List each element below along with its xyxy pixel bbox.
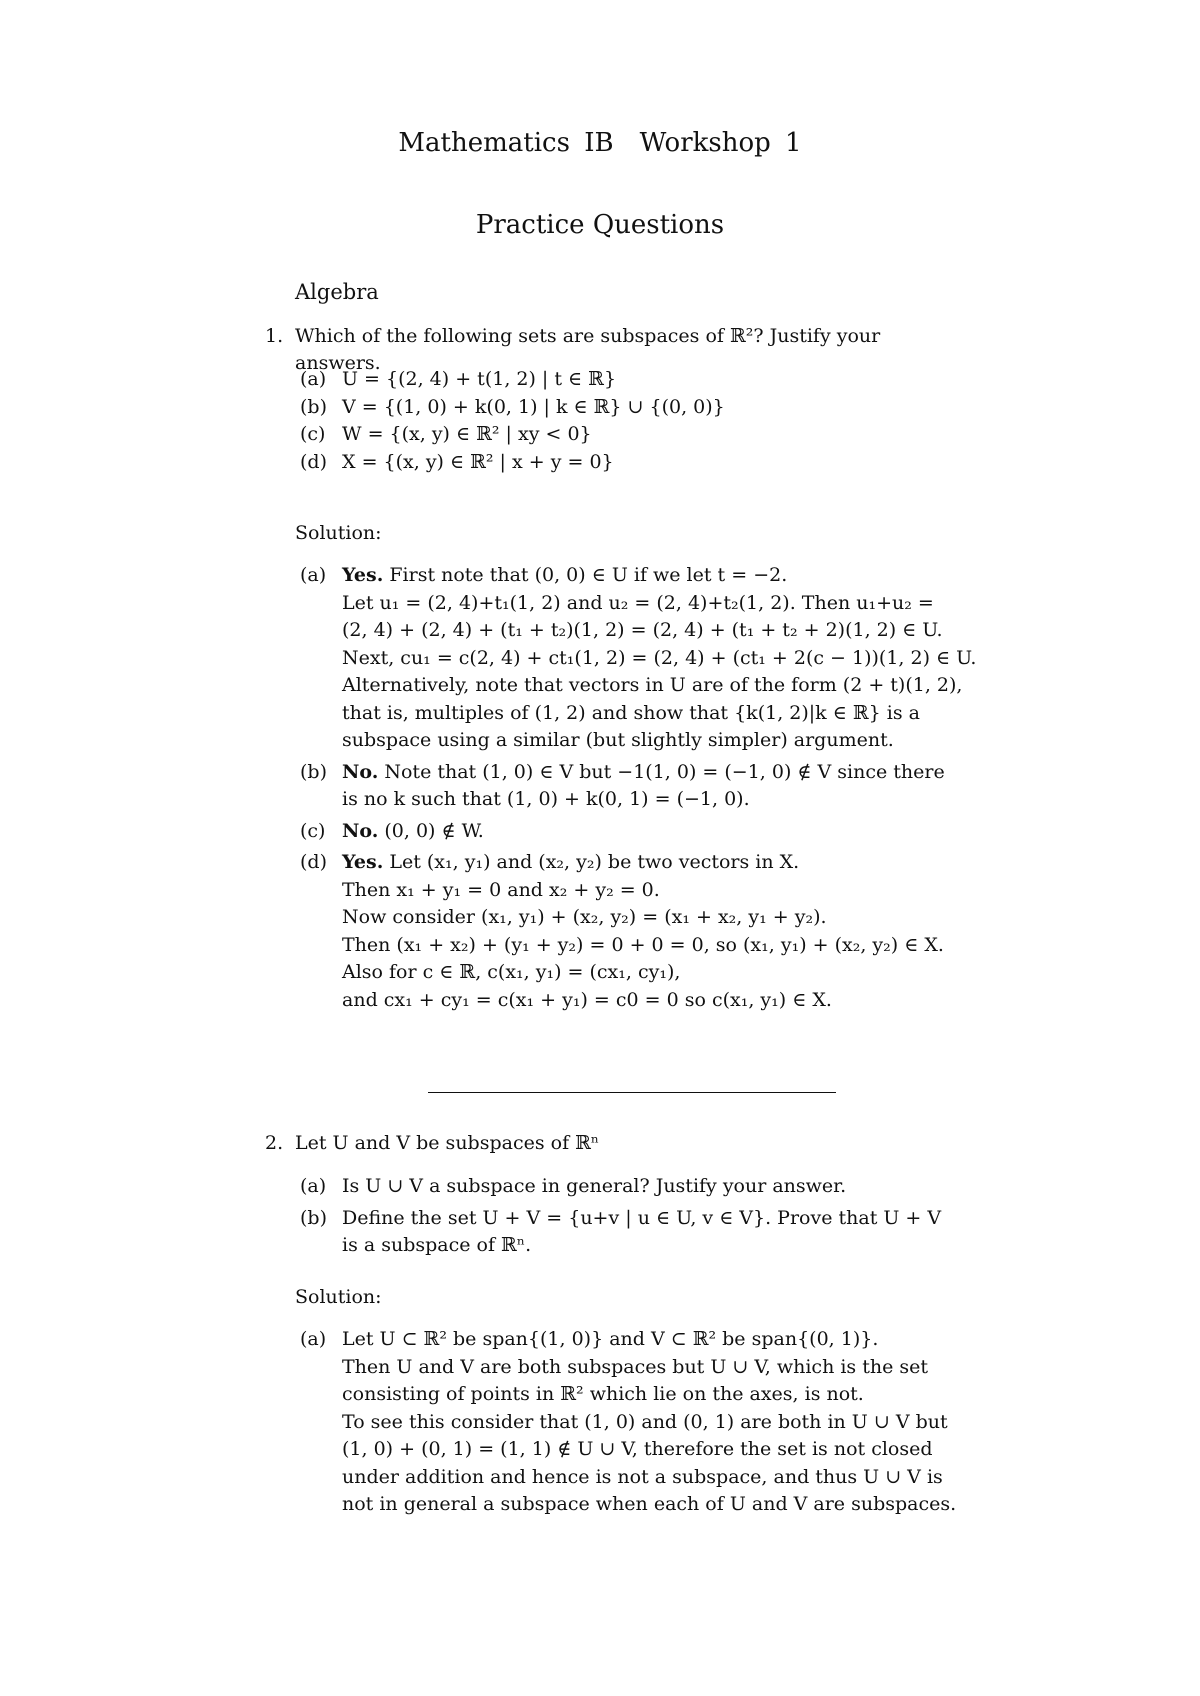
solution-part: (a) Yes. First note that (0, 0) ∈ U if we let t = −2. Let u₁ = (2, 4)+t₁(1, 2) and u₂ = (2, 4)+t₂(1, 2). Then u₁+u₂ = (2, 4) + (2, 4) + (t₁ + t₂)(1, 2) = (2, 4) + (t₁ + t₂ + 2)(1, 2) ∈ U. Next, cu₁ = c(2, 4) + ct₁(1, 2) = (2, 4) + (ct₁ + 2(c − 1))(1, 2) ∈ U. Alternatively, note that vectors in U are of the form (2 + t)(1, 2), that is, multiples of (1, 2) and show that {k(1, 2)|k ∈ ℝ} is a subspace using a similar (but slightly simpler) argument.	[300, 564, 977, 751]
question-part: (b) V = {(1, 0) + k(0, 1) | k ∈ ℝ} ∪ {(0, 0)}	[300, 395, 725, 418]
question-text: Let U and V be subspaces of ℝⁿ	[295, 1132, 600, 1154]
document-title	[0, 128, 1200, 158]
question-part: (a) Is U ∪ V a subspace in general? Justify your answer.	[300, 1175, 847, 1197]
question-part: (d) X = {(x, y) ∈ ℝ² | x + y = 0}	[300, 450, 614, 473]
solution-verdict: Yes.	[342, 564, 384, 586]
question-part: (b) Define the set U + V = {u+v | u ∈ U, v ∈ V}. Prove that U + V is a subspace of ℝⁿ.	[300, 1206, 942, 1256]
solution-part: (a) Let U ⊂ ℝ² be span{(1, 0)} and V ⊂ ℝ² be span{(0, 1)}. Then U and V are both subspaces but U ∪ V, which is the set consisting of points in ℝ² which lie on the axes, is not. To see this consider that (1, 0) and (0, 1) are both in U ∪ V but (1, 0) + (0, 1) = (1, 1) ∉ U ∪ V, therefore the set is not closed under addition and hence is not a subspace, and thus U ∪ V is not in general a subspace when each of U and V are subspaces.	[300, 1328, 957, 1515]
workshop-title: Workshop 1	[639, 128, 802, 158]
question-part: (c) W = {(x, y) ∈ ℝ² | xy < 0}	[300, 423, 592, 445]
question-2	[265, 1130, 965, 1157]
question-2-parts	[300, 1173, 970, 1260]
solution-verdict: No.	[342, 760, 379, 783]
section-divider	[428, 1092, 836, 1093]
course-title: Mathematics IB	[398, 128, 614, 158]
solution-label: Solution:	[295, 1286, 382, 1308]
solution-part: (c) No. (0, 0) ∉ W.	[300, 819, 484, 842]
solution-verdict: Yes.	[342, 851, 384, 873]
question-1-solutions	[300, 562, 977, 1014]
question-2-solutions	[300, 1326, 970, 1519]
question-number: 1.	[265, 325, 284, 347]
document-subtitle: Practice Questions	[475, 210, 725, 240]
question-1-parts	[300, 366, 970, 476]
question-part: (a) U = {(2, 4) + t(1, 2) | t ∈ ℝ}	[300, 368, 617, 390]
solution-verdict: No.	[342, 819, 379, 842]
question-number: 2.	[265, 1132, 284, 1154]
solution-part: (d) Yes. Let (x₁, y₁) and (x₂, y₂) be two vectors in X. Then x₁ + y₁ = 0 and x₂ + y₂ = 0. Now consider (x₁, y₁) + (x₂, y₂) = (x₁ + x₂, y₁ + y₂). Then (x₁ + x₂) + (y₁ + y₂) = 0 + 0 = 0, so (x₁, y₁) + (x₂, y₂) ∈ X. Also for c ∈ ℝ, c(x₁, y₁) = (cx₁, cy₁), and cx₁ + cy₁ = c(x₁ + y₁) = c0 = 0 so c(x₁, y₁) ∈ X.	[300, 851, 944, 1011]
section-heading: Algebra	[295, 280, 379, 304]
solution-part: (b) No. Note that (1, 0) ∈ V but −1(1, 0) = (−1, 0) ∉ V since there is no k such that (1, 0) + k(0, 1) = (−1, 0).	[300, 760, 945, 810]
solution-label: Solution:	[295, 522, 382, 544]
question-text: Which of the following sets are subspaces of ℝ²? Justify your answers.	[295, 325, 881, 374]
